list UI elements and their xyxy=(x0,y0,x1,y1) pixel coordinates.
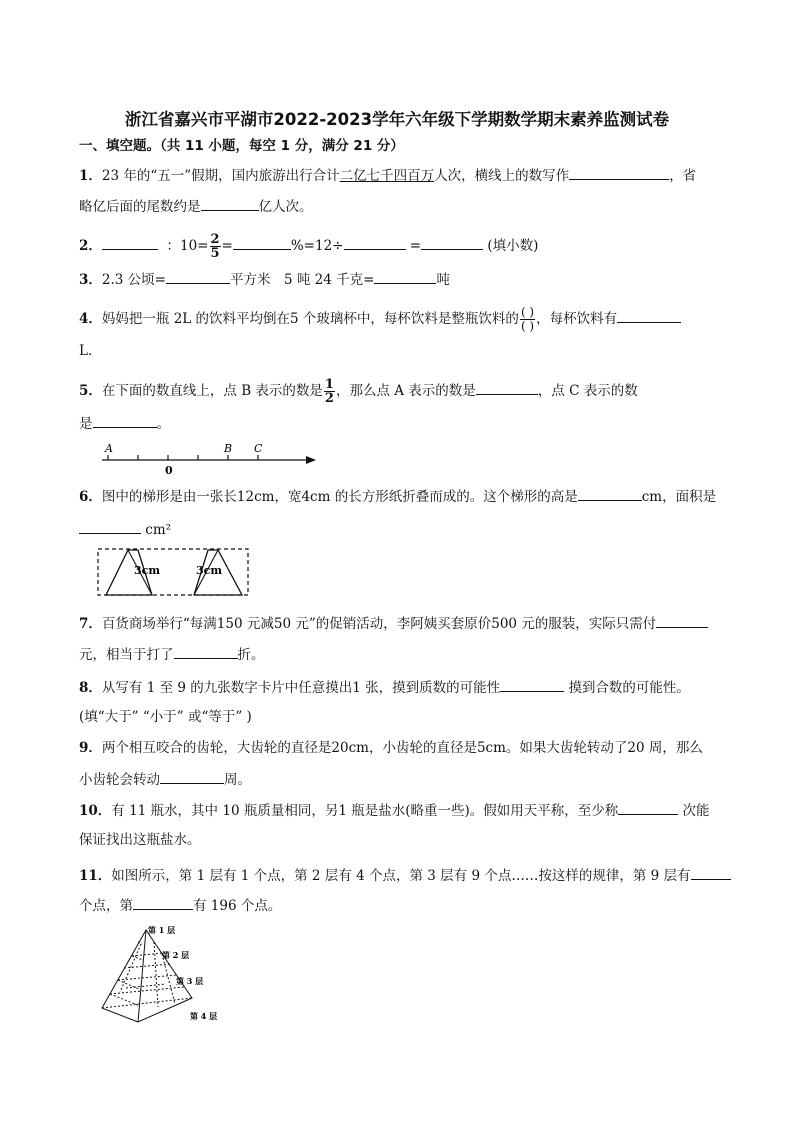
answer-blank[interactable] xyxy=(133,896,193,910)
question-9: 9．两个相互咬合的齿轮，大齿轮的直径是20cm，小齿轮的直径是5cm。如果大齿轮转动了20 周，那么 xyxy=(79,740,703,756)
question-11: 11．如图所示，第 1 层有 1 个点，第 2 层有 4 个点，第 3 层有 9 个点……按这样的规律，第 9 层有 xyxy=(79,866,731,885)
answer-blank[interactable] xyxy=(233,236,291,250)
answer-blank[interactable] xyxy=(476,381,538,395)
answer-blank[interactable] xyxy=(500,678,564,692)
question-5: 5．在下面的数直线上，点 B 表示的数是 $\frac{1}{2}$ ，那么点 A 表示的数是 ，点 C 表示的数 xyxy=(79,377,638,406)
answer-blank[interactable] xyxy=(174,645,238,659)
fraction: $\frac{( )}{( )}$ xyxy=(520,305,535,333)
question-10-line2: 保证找出这瓶盐水。 xyxy=(79,832,201,848)
question-1-line2: 略亿后面的尾数约是 亿人次。 xyxy=(79,199,313,215)
question-6-line2: cm² xyxy=(79,520,171,539)
number-line-figure xyxy=(96,440,320,476)
point-b-label: B xyxy=(224,442,233,455)
answer-blank[interactable] xyxy=(578,487,642,501)
layer-4-label: 第 4 层 xyxy=(190,1011,218,1021)
question-3: 3．2.3 公顷= 平方米 5 吨 24 千克= 吨 xyxy=(79,272,450,288)
answer-blank[interactable] xyxy=(617,309,681,323)
question-10: 10．有 11 瓶水，其中 10 瓶质量相同，另1 瓶是盐水(略重一些)。假如用天平称，至少称 次能 xyxy=(79,803,710,819)
answer-blank[interactable] xyxy=(618,801,678,815)
question-1: 1．23 年的“五一”假期，国内旅游出行合计二亿七千四百万人次，横线上的数写作 ，省 xyxy=(79,168,697,184)
question-6: 6．图中的梯形是由一张长12cm，宽4cm 的长方形纸折叠而成的。这个梯形的高是 cm，面积是 xyxy=(79,489,717,505)
question-9-line2: 小齿轮会转动 周。 xyxy=(79,772,251,788)
answer-blank[interactable] xyxy=(421,236,483,250)
dashed-rectangle xyxy=(98,549,248,595)
layer-1-label: 第 1 层 xyxy=(148,925,176,935)
question-8-line2: (填“大于” “小于” 或“等于” ) xyxy=(79,709,252,725)
answer-blank[interactable] xyxy=(569,166,669,180)
question-4-line2: L． xyxy=(79,343,102,359)
answer-blank[interactable] xyxy=(344,236,406,250)
layer-2-label: 第 2 层 xyxy=(162,950,190,960)
answer-blank[interactable] xyxy=(201,197,259,211)
fraction: $\frac{1}{2}$ xyxy=(324,377,334,406)
dimension-label-left: 3cm xyxy=(134,564,160,577)
question-5-line2: 是 。 xyxy=(79,416,170,432)
fraction: $\frac{2}{5}$ xyxy=(210,232,220,261)
question-11-line2: 个点，第 有 196 个点。 xyxy=(79,898,282,914)
question-8: 8．从写有 1 至 9 的九张数字卡片中任意摸出1 张，摸到质数的可能性 摸到合数的可能性。 xyxy=(79,680,690,696)
point-c-label: C xyxy=(254,442,263,455)
answer-blank[interactable] xyxy=(93,414,157,428)
question-7: 7．百货商场举行“每满150 元减50 元”的促销活动，李阿姨买套原价500 元的服装，实际只需付 xyxy=(79,614,708,633)
answer-blank[interactable] xyxy=(691,866,731,880)
page-title: 浙江省嘉兴市平湖市2022-2023学年六年级下学期数学期末素养监测试卷 xyxy=(124,110,670,129)
answer-blank[interactable] xyxy=(374,270,436,284)
question-4: 4．妈妈把一瓶 2L 的饮料平均倒在5 个玻璃杯中，每杯饮料是整瓶饮料的 $\frac{( )}{( )}$ ，每杯饮料有 xyxy=(79,306,681,333)
question-2: 2． ：10= $\frac{2}{5}$ = %=12÷ = (填小数) xyxy=(79,232,539,261)
dimension-label-right: 3cm xyxy=(196,564,222,577)
answer-blank[interactable] xyxy=(160,770,224,784)
point-a-label: A xyxy=(105,442,113,455)
section-heading: 一、填空题。（共 11 小题，每空 1 分，满分 21 分） xyxy=(79,138,404,154)
answer-blank[interactable] xyxy=(656,614,708,628)
zero-label: 0 xyxy=(165,464,173,476)
pyramid-figure xyxy=(96,922,236,1032)
arrow-icon xyxy=(306,456,316,464)
answer-blank[interactable] xyxy=(166,270,230,284)
layer-3-label: 第 3 层 xyxy=(176,976,204,986)
answer-blank[interactable] xyxy=(102,236,158,250)
answer-blank[interactable] xyxy=(79,520,141,534)
trapezoid-figure xyxy=(96,546,252,598)
question-7-line2: 元，相当于打了 折。 xyxy=(79,647,265,663)
